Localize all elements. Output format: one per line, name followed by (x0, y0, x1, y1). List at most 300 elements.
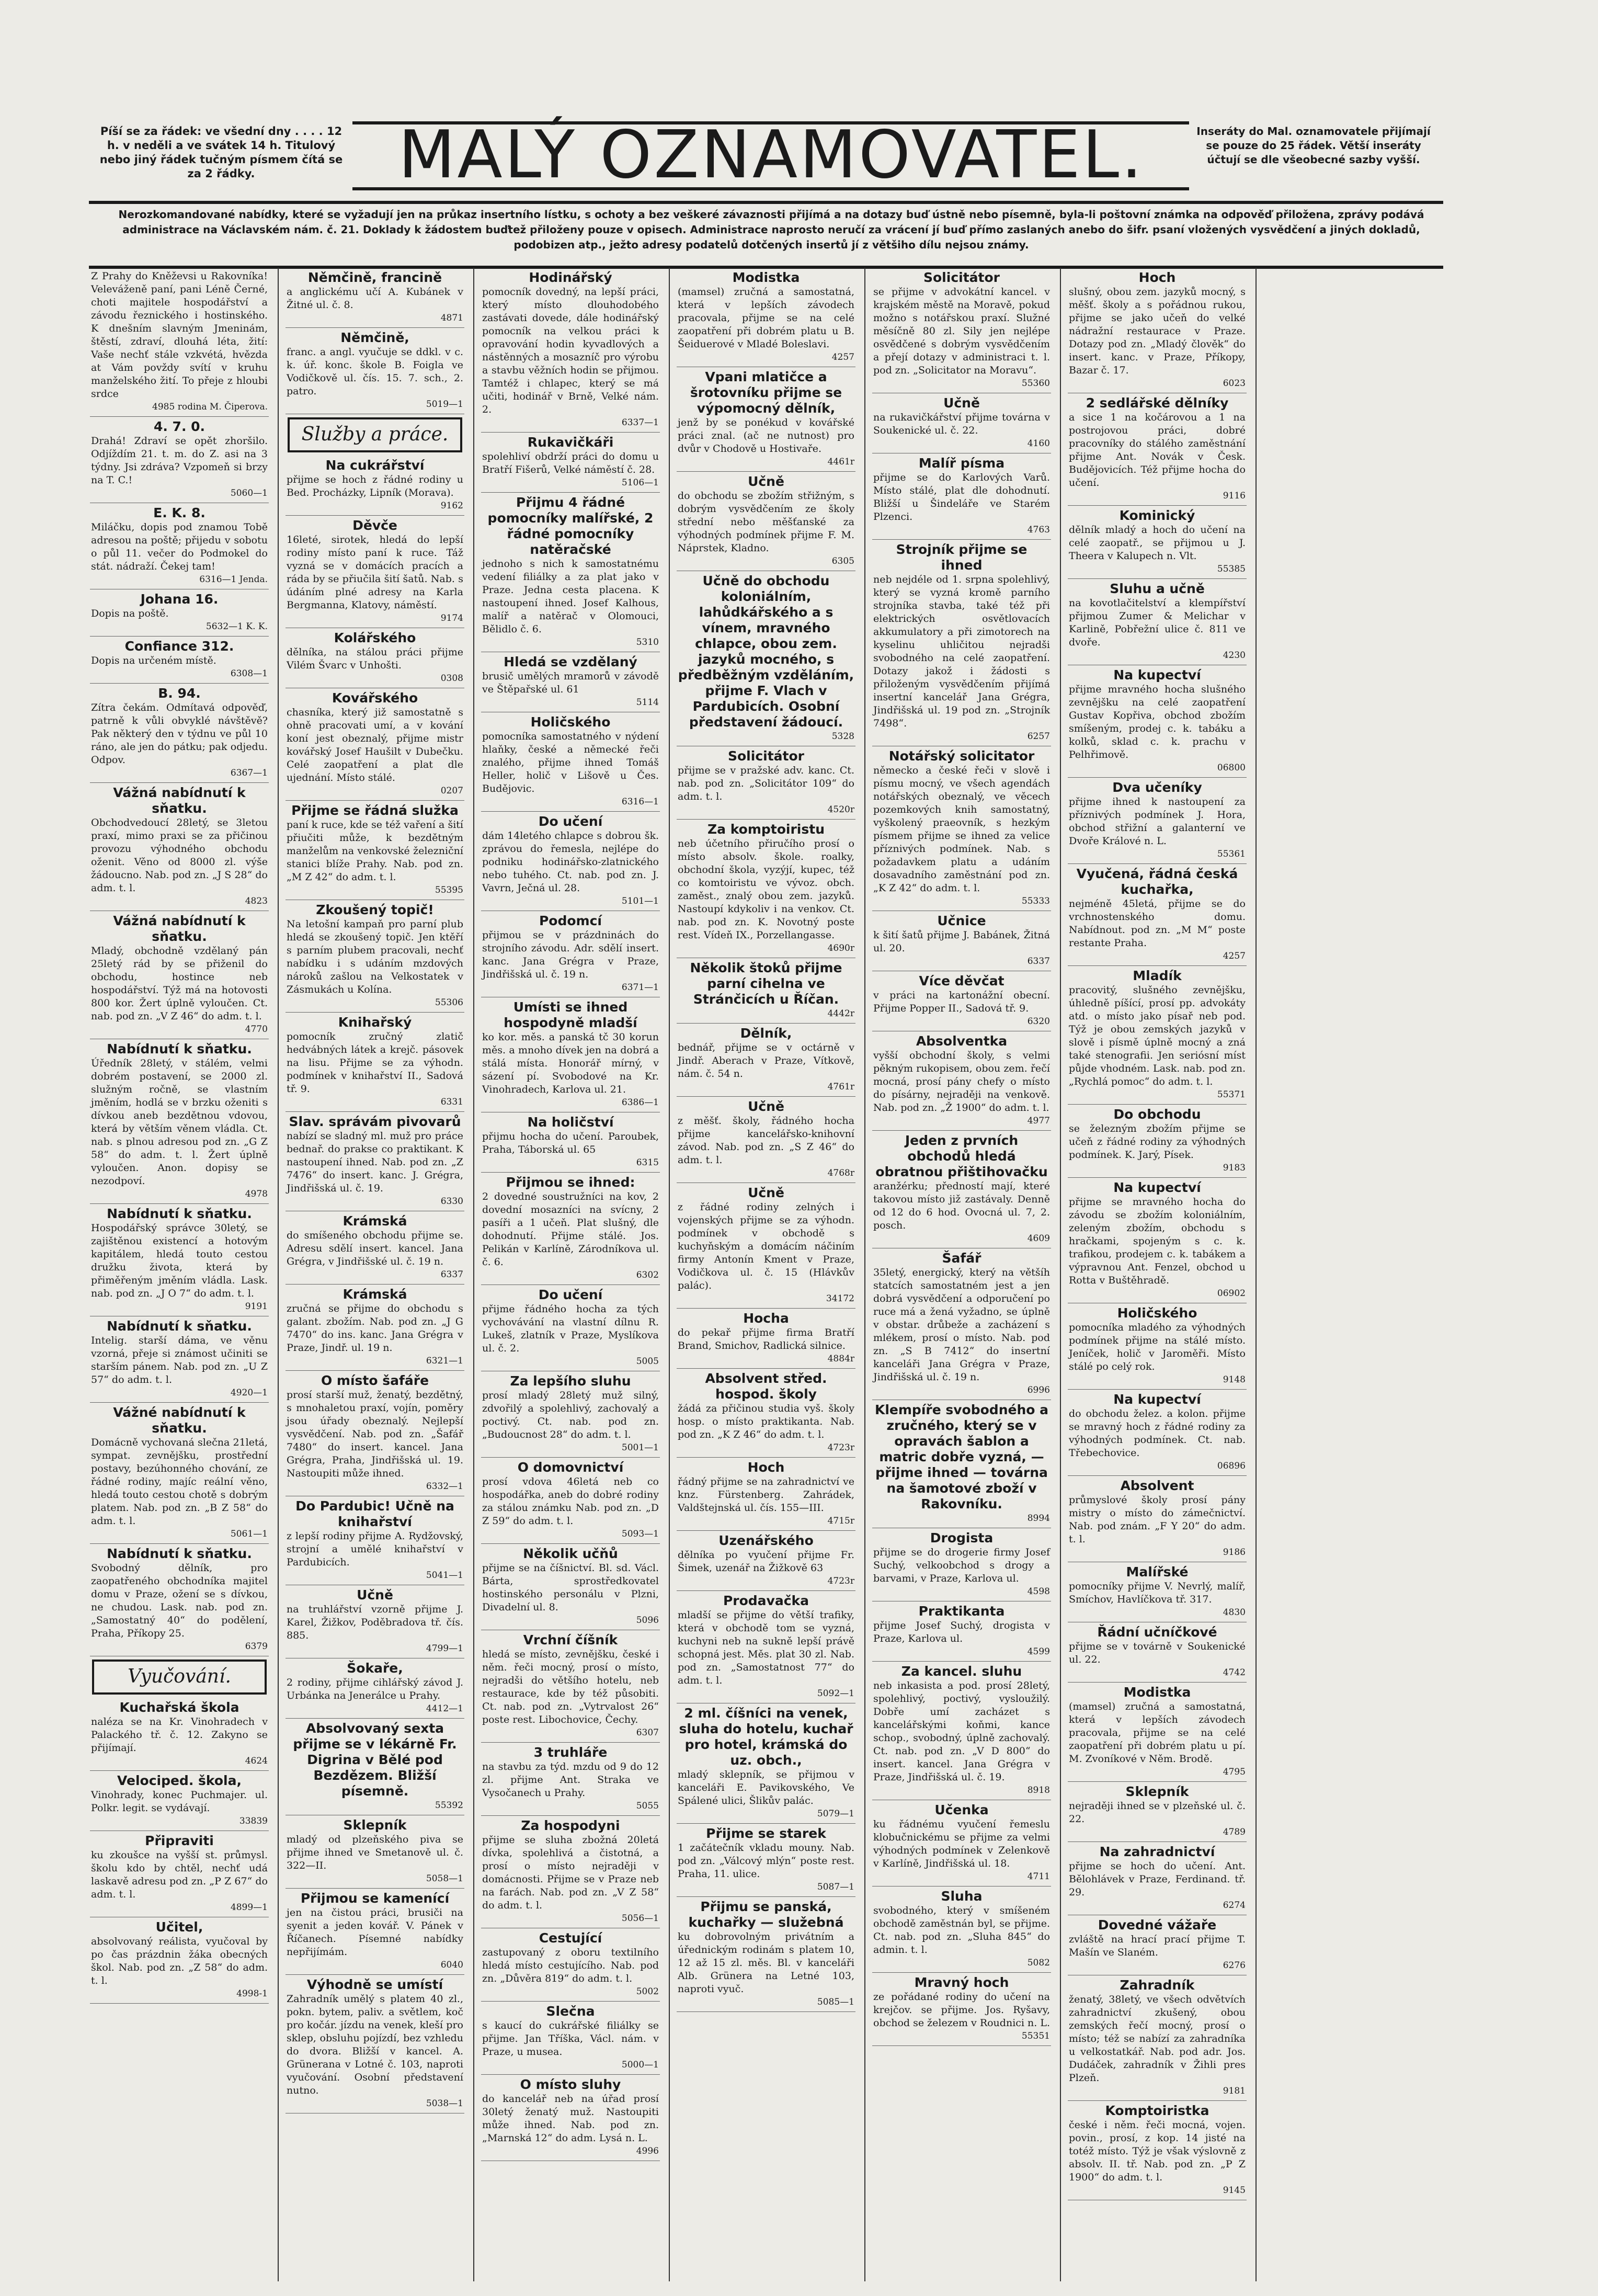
ad-text: jen na čistou práci, brusiči na syenit a jeden kovář. V. Pánek v Říčanech. Písemné nabídky nepřijímám. (287, 1907, 463, 1958)
ad-headline: Přijmou se ihned: (506, 1175, 635, 1190)
ad-text: dám 14letého chlapce s dobrou šk. zprávou do řemesla, nejlépe do podniku hodinářsko-zlatnického nebo tuhého. Ct. nab. pod zn. J. Vavrn, Ječná ul. 28. (482, 830, 659, 894)
classified-ad (286, 1815, 464, 1889)
ad-text: dělníka, na stálou práci přijme Vilém Švarc v Unhošti. (287, 646, 463, 671)
ad-text: české i něm. řeči mocná, vojen. povin., prosí, z kop. 14 jisté na totéž místo. Týž je však výslovně z absolv. II. tř. Nab. pod zn. „P Z 1900“ do adm. t. l. (1069, 2119, 1246, 2183)
ad-text: pracovitý, slušného zevnějšku, úhledně píšící, prosí pp. advokáty atd. o místo jako písař neb pod. Týž je obou zemských jazyků v slově i písmě úplně mocný a zná také stenografii. Jen seriósní míst půjde vhodném. Lask. nab. pod zn. „Rychlá pomoc“ do adm. t. l. (1069, 984, 1246, 1087)
classified-ad (286, 1285, 464, 1371)
ad-code: 6316—1 (621, 797, 659, 807)
ad-headline: Johana 16. (140, 592, 219, 607)
ad-code: 5019—1 (426, 399, 463, 410)
classified-ad (872, 1800, 1051, 1886)
ad-code: 6308—1 (230, 668, 268, 679)
classified-ad (286, 268, 464, 328)
ad-code: 4624 (245, 1756, 268, 1766)
ad-text: (mamsel) zručná a samostatná, která v lepších závodech pracovala, přijme se na celé zaopatření při dobrém platu u pí. M. Zvoníkové v Něm. Brodě. (1069, 1701, 1246, 1765)
ad-code: 5085—1 (817, 1997, 854, 2007)
ad-text: ko kor. měs. a panská tč 30 korun měs. a mnoho dívek jen na dobrá a stálá místa. Honorář mírný, v sázení pí. Svobodové na Kr. Vinohradech, Karlova ul. 21. (482, 1031, 659, 1095)
classified-ad (90, 1917, 269, 2004)
ad-text: absolvovaný reálista, vyučoval by po čas prázdnin žáka obecných škol. Nab. pod zn. „Z 58“ do adm. t. l. (91, 1936, 268, 1986)
classified-ad (481, 1544, 660, 1630)
ad-code: 55333 (1021, 896, 1050, 906)
ad-headline: Vrchní číšník (523, 1632, 618, 1647)
ad-code: 4996 (636, 2146, 659, 2156)
classified-ad (1068, 864, 1247, 966)
ad-text: Drahá! Zdraví se opět zhoršilo. Odjíždím 21. t. m. do Z. asi na 3 týdny. Jsi zdráva? Vzpomeň si brzy na T. C.! (91, 435, 268, 486)
classified-ad (872, 971, 1051, 1031)
ad-headline: Komptoiristka (1105, 2103, 1209, 2118)
ad-text: a sice 1 na kočárovou a 1 na postrojovou práci, dobré pracovníky do stálého zaměstnání přijme Ant. Novák v Česk. Budějovicích. Též přijme hocha do učení. (1069, 412, 1246, 488)
ad-code: 6316—1 Jenda. (199, 574, 268, 585)
ad-headline: Hodinářský (529, 270, 612, 285)
classified-ad (481, 1112, 660, 1173)
ad-code: 55361 (1217, 849, 1246, 859)
ad-headline: Řádní učníčkové (1097, 1624, 1217, 1640)
ad-headline: Vyučená, řádná česká kuchařka, (1076, 866, 1238, 897)
ad-text: prosí starší muž, ženatý, bezdětný, s mnohaletou praxí, vojín, poměry jsou úřady obeznalý. Nejlepší vysvědčení. Nab. pod zn. „Šafář 7480“ do insert. kancel. Jana Grégra, Praha, Jindřišská ul. 19. Nastoupiti může ihned. (287, 1389, 463, 1479)
classified-ad (677, 1183, 855, 1309)
ad-headline: Učně do obchodu koloniálním, lahůdkářského a s vínem, mravného chlapce, obou zem. jazyků mocného, s předběžným vzděláním, přijme F. Vlach v Pardubicích. Osobní představení žádoucí. (678, 573, 854, 730)
ad-headline: Holičského (1117, 1305, 1197, 1321)
classified-ad (90, 1831, 269, 1917)
ad-text: na kovotlačitelství a klempířství přijmou Zumer & Melichar v Karlině, Pobřežní ulice č. 811 ve dvoře. (1069, 597, 1246, 648)
classified-ad (90, 1544, 269, 1656)
ad-headline: Na kupectví (1113, 667, 1201, 683)
ad-text: do obchodu se zbožím střižným, s dobrým vysvědčením ze školy střední nebo měšťanské za výhodných podmínek přijme F. M. Náprstek, Kladno. (678, 490, 854, 554)
ad-headline: O místo šafáře (321, 1373, 429, 1388)
ad-text: (mamsel) zručná a samostatná, která v lepších závodech pracovala, přijme se na celé zaopatření při dobrém platu u B. Šeiduerové v Mladé Boleslavi. (678, 286, 854, 350)
ad-code: 5038—1 (426, 2098, 463, 2109)
classified-ad (872, 1131, 1051, 1248)
ad-code: 34172 (826, 1293, 854, 1304)
classified-ad (90, 684, 269, 783)
classified-ad (677, 1369, 855, 1458)
classified-ad (677, 1531, 855, 1591)
ad-text: Hospodářský správce 30letý, se zajištěnou existencí a hotovým kapitálem, hledá touto cestou družku života, která by přiměřeným jměním vládla. Lask. nab. pod zn. „J O 7“ do adm. t. l. (91, 1222, 268, 1299)
ad-text: mladý od plzeňského piva se přijme ihned ve Smetanově ul. č. 322—II. (287, 1834, 463, 1871)
classified-ad (481, 1928, 660, 2002)
classified-ad (481, 1816, 660, 1928)
ad-headline: Dovedné vážaře (1098, 1917, 1217, 1933)
ad-headline: Do Pardubic! Učně na knihařství (295, 1498, 454, 1529)
ad-code: 6367—1 (230, 768, 268, 778)
ad-code: 5000—1 (621, 2060, 659, 2070)
classified-ad (90, 1039, 269, 1204)
page-title: MALÝ OZNAMOVATEL. (398, 116, 1145, 193)
ad-headline: Za hospodyni (521, 1818, 620, 1833)
column-2 (286, 268, 464, 2281)
ad-text: přijme ihned k nastoupení za příznivých podmínek J. Hora, obchod střižní a galanterní ve Dvoře Králové n. L. (1069, 796, 1246, 847)
ad-code: 4742 (1223, 1667, 1246, 1678)
ad-text: přijme se do drogerie firmy Josef Suchý, velkoobchod s drogy a barvami, v Praze, Karlova ul. (873, 1547, 1050, 1584)
ad-code: 6305 (831, 556, 854, 566)
ad-text: do obchodu želez. a kolon. přijme se mravný hoch z řádné rodiny za výhodných podmínek. Ct. nab. Třebechovice. (1069, 1408, 1246, 1459)
ad-headline: Zahradník (1120, 1977, 1195, 1993)
ad-code: 5101—1 (621, 896, 659, 906)
ad-text: Z Prahy do Kněževsi u Rakovníka! Veleváženě paní, pani Léně Černé, choti majitele hospodářství a závodu řeznického i hostinského. K dnešním slavným Jmeninám, štěstí, zdraví, dlouhá léta, žití: Vaše nechť stále vzkvétá, hvězda at Vám povždy svítí v kruhu manželského žití. To přeje z hloubi srdce (91, 270, 268, 400)
ad-code: 9174 (440, 613, 463, 623)
ad-code: 4899—1 (230, 1902, 268, 1913)
ad-code: 55351 (1021, 2031, 1050, 2041)
ad-headline: Hoch (747, 1460, 785, 1475)
ad-headline: 2 ml. číšníci na venek, sluha do hotelu, kuchař pro hotel, krámská do uz. obch., (679, 1706, 853, 1768)
ad-headline: Mravný hoch (914, 1975, 1009, 1990)
ad-code: 4795 (1223, 1767, 1246, 1777)
ad-code: 9183 (1223, 1163, 1246, 1173)
ad-text: Miláčku, dopis pod znamou Tobě adresou na poště; přijedu v sobotu o půl 11. večer do Podmokel do stát. nádraží. Čekej tam! (91, 521, 268, 572)
ad-code: 4715r (827, 1516, 854, 1526)
ad-headline: Mladík (1133, 968, 1182, 983)
ad-code: 9186 (1223, 1547, 1246, 1558)
column-rule (669, 268, 670, 2281)
classified-ad (286, 1719, 464, 1815)
ad-text: jenž by se ponékud v kovářské práci znal. (ač ne nutnost) pro dvůr v Chodově u Hostivaře. (678, 417, 854, 454)
classified-ad (481, 1630, 660, 1743)
ad-headline: Dělník, (740, 1026, 792, 1041)
ad-text: 35letý, energický, který na většíh statcích samostatném jest a jen dobrá vysvědčení a odporučení po ruce má a žená vyžadno, se úplně v obstar. drůbeže a zacházení s mlékem, prosí o místo. Nab. pod zn. „S B 7412“ do insertní kanceláři Jana Grégra v Praze, Jindřišská ul. č. 19 n. (873, 1267, 1050, 1383)
ad-code: 4412—1 (426, 1703, 463, 1714)
classified-ad (677, 1703, 855, 1824)
ad-text: přijme se na číšnictví. Bl. sd. Václ. Bárta, sprostředkovatel hostinského personálu v Plzni, Divadelní ul. 8. (482, 1562, 659, 1613)
classified-ad (481, 268, 660, 433)
ad-headline: Klempíře svobodného a zručného, který se v opravách šablon a matric dobře vyzná, — přijme ihned — továrna na šamotové zboží v Rakovníku. (874, 1402, 1049, 1511)
ad-text: přijme řádného hocha za tých vychovávání na vlastní dílnu R. Lukeš, zlatník v Praze, Myslíkova ul. č. 2. (482, 1303, 659, 1354)
ad-text: neb nejdéle od 1. srpna spolehlivý, který se vyzná kromě parního strojníka stavba, také též při elektrických osvětlovacích akkumulatory a při zimotorech na kyselinu uhličitou nejradši svobodného na celé zaopatření. Dotazy jakož i žádosti s přiloženým vysvědčením přijímá insertní kancelář Jana Grégra, Jindřišská ul. 19 pod zn. „Strojník 7498“. (873, 574, 1050, 729)
column-4 (677, 268, 855, 2281)
ad-code: 6337 (1027, 956, 1050, 967)
ad-code: 5114 (636, 697, 659, 708)
ad-code: 4920—1 (230, 1388, 268, 1398)
ad-text: 2 rodiny, přijme cihlářský závod J. Urbánka na Jenerálce u Prahy. (287, 1677, 463, 1701)
ad-text: přijme se sluha zbožná 20letá dívka, spolehlivá a čistotná, a prosí o místo nejraději v domácnosti. Přijme se v Praze neb na farách. Nab. pod zn. „V Z 58“ do adm. t. l. (482, 1834, 659, 1911)
ad-headline: Vážná nabídnutí k sňatku. (113, 913, 246, 944)
ad-headline: B. 94. (158, 686, 201, 701)
ad-code: 9191 (245, 1301, 268, 1312)
classified-ad (481, 2002, 660, 2075)
ad-headline: Absolvent (1120, 1478, 1194, 1493)
rate-note: Píší se za řádek: ve všední dny . . . . 12 h. v neděli a ve svátek 14 h. Titulový nebo jiný řádek tučným písmem čítá se za 2 řádky. (99, 125, 343, 180)
ad-headline: Knihařský (338, 1015, 412, 1030)
ad-text: přijme mravného hocha slušného zevnějšku na celé zaopatření Gustav Kopřiva, obchod zbožím smíšeným, prodej c. k. tabáku a kolků, sklad c. k. prachu v Pelhřimově. (1069, 684, 1246, 760)
classified-ad (677, 958, 855, 1024)
column-rule (1060, 268, 1061, 2281)
ad-text: zvláště na hrací prací přijme T. Mašín ve Slaném. (1069, 1934, 1246, 1958)
ad-code: 4830 (1223, 1607, 1246, 1618)
ad-code: 4761r (827, 1082, 854, 1092)
ad-text: se přijme v advokátní kancel. v krajském městě na Moravě, pokud možno s notářskou praxí. Služné měsíčně 80 zl. Sily jen nejlépe osvědčené s dobrým vysvědčením a přejí dotazy v administraci t. l. pod zn. „Solicitator na Moravu“. (873, 286, 1050, 376)
ad-code: 5092—1 (817, 1688, 854, 1699)
ad-headline: Učně (943, 395, 980, 411)
ad-text: neb inkasista a pod. prosí 28letý, spolehlivý, poctivý, vysloužilý. Dobře umí zacházet s kancelářskými koňmi, kance schop., svobodný, úplně zachovalý. Ct. nab. pod zn. „V D 800“ do insert. kancel. Jana Grégra v Praze, Jindřišská ul. č. 19. (873, 1680, 1050, 1783)
ad-text: z měšť. školy, řádného hocha přijme kancelářsko-knihovní závod. Nab. pod zn. „S Z 46“ do adm. t. l. (678, 1115, 854, 1166)
ad-headline: Přijmou se kamenící (300, 1891, 450, 1906)
section-heading (92, 1660, 267, 1695)
ad-headline: Nabídnutí k sňatku. (107, 1041, 252, 1056)
ad-headline: E. K. 8. (153, 505, 206, 520)
classified-ad (1068, 393, 1247, 506)
classified-ad (286, 328, 464, 414)
ad-headline: Učně (748, 474, 784, 489)
ad-text: franc. a angl. vyučuje se ddkl. v c. k. úř. konc. škole B. Foigla ve Vodičkově ul. čís. 15. 7. sch., 2. patro. (287, 346, 463, 397)
ad-code: 55360 (1021, 378, 1050, 389)
ad-code: 55306 (435, 997, 463, 1008)
classified-ad (677, 1309, 855, 1369)
ad-headline: Děvče (352, 518, 397, 533)
ad-code: 5096 (636, 1615, 659, 1626)
column-3 (481, 268, 660, 2281)
ad-text: naléza se na Kr. Vinohradech v Palackého tř. č. 12. Zakyno se přijímají. (91, 1716, 268, 1754)
ad-headline: 2 sedlářské dělníky (1086, 395, 1229, 411)
ad-code: 9116 (1223, 491, 1246, 501)
ad-text: mladší se přijme do větší trafiky, která v obchodě tom se vyzná, kuchyni neb na sukně lepší právě schopná jest. Měs. plat 30 zl. Nab. pod zn. „Samostatnost 77“ do adm. t. l. (678, 1609, 854, 1686)
ad-headline: Učně (357, 1587, 393, 1602)
ad-headline: 4. 7. 0. (153, 419, 206, 434)
classified-ad (286, 1585, 464, 1658)
ad-headline: Vpani mlatičce a šrotovníku přijme se výpomocný dělník, (690, 369, 842, 416)
classified-ad (286, 688, 464, 801)
classified-ad (677, 1097, 855, 1183)
admin-notice: Nerozkomandované nabídky, které se vyžadují jen na průkaz insertního lístku, s ochoty a bez veškeré závaznosti přijímá a na dotazy buď ústně nebo písemně, byla-li poštovní známka na odpověď přiložena, zprávy podává administrace na Václavském nám. č. 21. Doklady k žádostem buďtež přiloženy pouze v opisech. Administrace naprosto neručí za vrácení jí buď přímo zaslaných anebo do šifr. psaní vložených vysvědčení a jiných dokladů, podobizen atp., ježto adresy podatelů dotčených insertů jí z většiho dílu nejsou známy. (118, 208, 1424, 251)
classified-ad (872, 1662, 1051, 1800)
ad-text: nejraději ihned se v plzeňské ul. č. 22. (1069, 1800, 1246, 1825)
ad-code: 5058—1 (426, 1873, 463, 1884)
ad-headline: Na cukrářství (325, 458, 425, 473)
classified-ad (872, 746, 1051, 911)
ad-headline: Strojník přijme se ihned (896, 542, 1028, 573)
ad-code: 6040 (440, 1960, 463, 1970)
ad-headline: Přijme se starek (706, 1826, 826, 1841)
ad-code: 0308 (440, 673, 463, 684)
ad-text: spolehliví obdrží práci do domu u Bratří Fišerů, Velké náměstí č. 28. (482, 451, 659, 475)
ad-headline: Podomcí (539, 913, 602, 928)
ad-code: 6337—1 (621, 417, 659, 428)
ad-code: 6302 (636, 1270, 659, 1280)
ad-code: 5632—1 K. K. (206, 621, 268, 632)
ad-code: 6276 (1223, 1960, 1246, 1971)
ad-text: hledá se místo, zevnějšku, české i něm. řeči mocný, prosí o místo, nejradši do většího hotelu, neb restaurace, kde by též působiti. Ct. nab. pod zn. „Vytrvalost 26“ poste rest. Libochovice, Čechy. (482, 1649, 659, 1725)
classified-ad (872, 1973, 1051, 2046)
ad-code: 5002 (636, 1986, 659, 1997)
column-rule (473, 268, 474, 2281)
ad-headline: Modistka (732, 270, 800, 285)
ad-headline: Šafář (942, 1251, 981, 1266)
classified-ad (1068, 1842, 1247, 1915)
ad-text: neb účetního přiručího prosí o místo absolv. škole. roalky, obchodní škola, vyzýjí, kupec, též co komtoiristu ve vývoz. obch. zaměst., znalý obou zem. jazyků. Nastoupí kdykoliv i na venkov. Ct. nab. pod zn. K. Novotný poste rest. Vídeň IX., Porzellangasse. (678, 838, 854, 941)
classified-ad (286, 628, 464, 688)
classified-ad (1068, 1105, 1247, 1178)
classified-ad (872, 1248, 1051, 1400)
ad-code: 06896 (1217, 1461, 1246, 1471)
ad-text: zručná se přijme do obchodu s galant. zbožím. Nab. pod zn. „J G 7470“ do ins. kanc. Jana Grégra v Praze, Jindř. ul. 19 n. (287, 1303, 463, 1354)
classified-ad (1068, 665, 1247, 778)
classified-ad (1068, 1303, 1247, 1390)
column-6 (1068, 268, 1247, 2281)
ad-headline: Modistka (1123, 1685, 1191, 1700)
classified-ad (90, 636, 269, 684)
ad-code: 4998-1 (236, 1988, 268, 1999)
classified-ad (677, 1824, 855, 1897)
ad-text: dělníka po vyučení přijme Fr. Šimek, uzenář na Žižkově 63 (678, 1549, 854, 1574)
ad-headline: Solicitátor (728, 748, 804, 764)
ad-text: na truhlářství vzorně přijme J. Karel, Žižkov, Poděbradova tř. čís. 885. (287, 1604, 463, 1641)
ad-code: 4789 (1223, 1827, 1246, 1837)
ad-text: jednoho s nich k samostatnému vedení filiálky a za plat jako v Praze. Jedna cesta placena. K nastoupení ihned. Josef Kalhous, malíř a natěrač v Olomouci, Bělidlo č. 6. (482, 558, 659, 635)
ad-headline: Němčině, (340, 330, 409, 345)
ad-headline: Za komptoiristu (707, 822, 825, 837)
classified-ad (1068, 268, 1247, 393)
ad-headline: Šokaře, (347, 1661, 403, 1676)
ad-headline: Krámská (343, 1213, 407, 1229)
ad-headline: Hoch (1138, 270, 1176, 285)
ad-headline: Velociped. škola, (117, 1773, 242, 1788)
classified-ad (1068, 1622, 1247, 1683)
ad-code: 5328 (831, 731, 854, 742)
ad-code: 4871 (440, 313, 463, 323)
ad-headline: Notářský solicitator (888, 748, 1035, 764)
ad-text: přijmu hocha do učení. Paroubek, Praha, Táborská ul. 65 (482, 1131, 659, 1155)
ad-headline: Malíř písma (918, 456, 1005, 471)
classified-ad (90, 268, 269, 417)
ad-code: 5310 (636, 637, 659, 647)
classified-ad (872, 268, 1051, 393)
ad-code: 55385 (1217, 564, 1246, 574)
classified-ad (481, 1743, 660, 1816)
ad-text: aranžérku; předností mají, které takovou místo již zastávaly. Denně od 12 do 6 hod. Ovocná ul. 7, 2. posch. (873, 1180, 1050, 1231)
classified-ad (481, 493, 660, 652)
ad-text: k šití šatů přijme J. Babánek, Žitná ul. 20. (873, 929, 1050, 954)
ad-headline: Solicitátor (923, 270, 1000, 285)
classified-ad (872, 911, 1051, 971)
ad-code: 4520r (827, 804, 854, 815)
ad-headline: Více děvčat (919, 973, 1005, 988)
classified-ad (481, 1458, 660, 1544)
ad-headline: Umísti se ihned hospodyně mladší (504, 999, 637, 1030)
ad-headline: Několik štoků přijme parní cihelna ve Stránčicích u Říčan. (690, 960, 842, 1007)
ad-code: 4985 rodina M. Čiperova. (152, 402, 268, 412)
ad-code: 0207 (440, 786, 463, 796)
ad-text: pomocníka samostatného v nýdení hlaňky, české a německé řeči znalého, přijme ihned Tomáš Heller, holič v Lišově u Čes. Budějovic. (482, 731, 659, 794)
ad-code: 6386—1 (621, 1097, 659, 1108)
ad-code: 4598 (1027, 1586, 1050, 1597)
ad-headline: Absolvovaný sexta přijme se v lékárně Fr. Digrina v Bělé pod Bezdězem. Bližší písemně. (293, 1721, 457, 1799)
classified-ad (1068, 1975, 1247, 2101)
classified-ad (90, 911, 269, 1039)
ad-text: ku zkoušce na vyšší st. průmysl. školu kdo by chtěl, nechť udá laskavě adresu pod zn. „P Z 67“ do adm. t. l. (91, 1849, 268, 1900)
ad-text: přijme se mravného hocha do závodu se zbožím koloniálním, zeleným zbožím, obchodu s hračkami, spojeným s c. k. trafikou, prodejem c. k. tabákem a výpravnou Ant. Fenzel, obchod u Rotta v Buštěhradě. (1069, 1196, 1246, 1286)
ad-code: 5082 (1027, 1958, 1050, 1968)
ad-headline: Sluhu a učně (1110, 581, 1205, 596)
ad-code: 6337 (440, 1269, 463, 1280)
ad-headline: Za kancel. sluhu (901, 1664, 1022, 1679)
ad-text: Domácně vychovaná slečna 21letá, sympat. zevnějšku, prostřední postavy, bezúhonného chování, ze řádné rodiny, majíc reální věno, hledá touto cestou chotě s dobrým platem. Nab. pod zn. „B Z 58“ do adm. t. l. (91, 1437, 268, 1527)
ad-text: paní k ruce, kde se též vaření a šití přiučiti může, k bezdětným manželům na venkovské železniční stanici blíže Prahy. Nab. pod zn. „M Z 42“ do adm. t. l. (287, 819, 463, 883)
ad-code: 4257 (1223, 951, 1246, 961)
ad-text: řádný přijme se na zahradnictví ve knz. Fürstenberg. Zahrádek, Valdštejnská ul. čís. 155—III. (678, 1476, 854, 1514)
ad-code: 6996 (1027, 1385, 1050, 1395)
classified-ad (1068, 1915, 1247, 1975)
ad-headline: Slečna (546, 2004, 595, 2019)
ad-text: na rukavičkářství přijme továrna v Soukenické ul. č. 22. (873, 412, 1050, 436)
ad-headline: Němčině, francině (307, 270, 442, 285)
ad-headline: Připraviti (145, 1833, 214, 1848)
header-rule (89, 201, 1443, 204)
classified-ad (677, 746, 855, 820)
ad-code: 06800 (1217, 763, 1246, 773)
ad-code: 55395 (435, 885, 463, 895)
classified-ad (1068, 506, 1247, 579)
ad-text: ze pořádané rodiny do učení na krejčov. se přijme. Jos. Ryšavy, obchod se železem v Roudnici n. L. (873, 1991, 1051, 2029)
ad-text: zastupovaný z oboru textilního hledá místo cestujícího. Nab. pod zn. „Důvěra 819“ do adm. t. l. (482, 1947, 659, 1984)
ad-text: svobodného, který v smíšeném obchodě zaměstnán byl, se přijme. Ct. nab. pod zn. „Sluha 845“ do admin. t. l. (873, 1905, 1050, 1956)
ad-headline: Učně (748, 1099, 784, 1114)
ad-text: bednář, přijme se v octárně v Jindř. Aberach v Praze, Vítkově, nám. č. 54 n. (678, 1042, 854, 1079)
ad-text: dělník mladý a hoch do učení na celé zaopatř., se přijmou u J. Theera v Kalupech n. Vlt. (1069, 524, 1246, 562)
ad-code: 6321—1 (426, 1356, 463, 1366)
classified-ad (1068, 1178, 1247, 1303)
classified-ad (481, 1285, 660, 1371)
ad-text: Zahradník umělý s platem 40 zl., pokn. bytem, paliv. a světlem, koč pro kočár. jízdu na venek, kleší pro sklep, obsluhu pojízdí, bez vzhledu do dvora. Bližší v kancel. A. Grünerana v Lotné č. 103, naproti vyučování. Osobní představení nutno. (287, 1993, 463, 2096)
ad-code: 5061—1 (230, 1529, 268, 1539)
ad-code: 6331 (440, 1097, 463, 1107)
classified-ad (1068, 966, 1247, 1105)
ad-headline: Několik učňů (523, 1546, 618, 1561)
ad-text: Obchodvedoucí 28letý, se 3letou praxí, mimo praxi se za přičinou provozu výhodného obchodu oženit. Věno od 8000 zl. výše žádoucno. Nab. pod zn. „J S 28“ do adm. t. l. (91, 817, 268, 894)
classified-ad (1068, 778, 1247, 864)
ad-headline: Kovářského (332, 690, 418, 706)
ad-text: průmyslové školy prosí pány mistry o místo do zámečnictví. Nab. pod znám. „F Y 20“ do adm. t. l. (1069, 1494, 1246, 1545)
ad-text: do pekař přijme firma Bratří Brand, Smichov, Radlická silnice. (678, 1327, 854, 1351)
classified-ad (677, 268, 855, 367)
ad-headline: Do učení (538, 814, 603, 829)
ad-text: s kaucí do cukrářské filiálky se přijme. Jan Tříška, Václ. nám. v Praze, u musea. (482, 2020, 659, 2058)
ad-text: žádá za přičinou studia vyš. školy hosp. o místo praktikanta. Nab. pod zn. „K Z 46“ do adm. t. l. (678, 1403, 854, 1440)
ad-code: 9162 (440, 501, 463, 511)
classified-ad (90, 417, 269, 503)
ad-text: nejméně 45letá, přijme se do vrchnostenského domu. Nabídnout. pod zn. „M M“ poste restante Praha. (1069, 898, 1246, 949)
ad-text: brusič umělých mramorů v závodě ve Štěpařské ul. 61 (482, 670, 659, 695)
ad-code: 6307 (636, 1727, 659, 1738)
ad-text: v práci na kartonážní obecní. Přijme Popper II., Sadová tř. 9. (873, 990, 1050, 1014)
ad-code: 6330 (440, 1196, 463, 1207)
column-5 (872, 268, 1051, 2281)
ad-code: 6371—1 (621, 982, 659, 993)
ad-headline: Sluha (941, 1889, 983, 1904)
ad-headline: Vážná nabídnutí k sňatku. (113, 785, 246, 816)
ad-headline: Učenka (934, 1802, 989, 1817)
ad-headline: Do obchodu (1113, 1107, 1201, 1122)
ad-code: 5001—1 (621, 1442, 659, 1453)
classified-ad (481, 433, 660, 493)
ad-code: 6023 (1223, 378, 1246, 389)
ad-text: pomocník zručný zlatič hedvábných látek a krejč. pásovek na lisu. Přijme se za výhodn. podmínek v knihařství II., Sadová tř. 9. (287, 1031, 463, 1095)
classified-ad (286, 801, 464, 900)
ad-text: mladý sklepník, se přijmou v kanceláři E. Pavikovského, Ve Spálené ulici, Šlikův palác. (678, 1769, 854, 1806)
ad-code: 4442r (827, 1008, 854, 1019)
ad-code: 4257 (831, 352, 854, 362)
ad-headline: Nabídnutí k sňatku. (107, 1206, 252, 1221)
classified-ad (481, 712, 660, 812)
ad-headline: Confiance 312. (124, 639, 234, 654)
classified-ad (286, 516, 464, 628)
ad-code: 6379 (245, 1641, 268, 1652)
classified-ad (286, 900, 464, 1013)
classified-ad (90, 1204, 269, 1316)
ad-code: 9145 (1223, 2185, 1246, 2196)
ad-headline: Učitel, (155, 1919, 203, 1935)
ad-headline: Krámská (343, 1287, 407, 1302)
classified-ad (1068, 1782, 1247, 1842)
ad-code: 4230 (1223, 650, 1246, 661)
classified-ad (872, 1031, 1051, 1131)
